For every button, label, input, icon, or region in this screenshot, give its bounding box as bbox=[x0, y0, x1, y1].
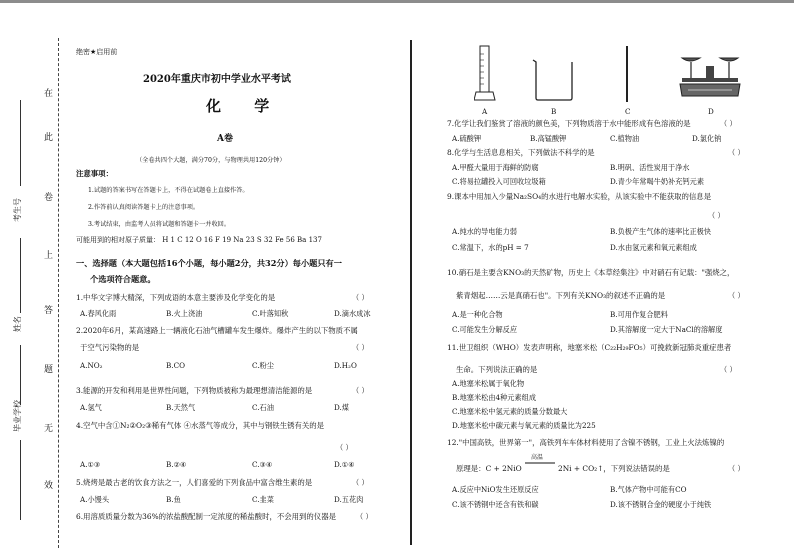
question-stem-cont: 生命。下列说法正确的是 bbox=[456, 365, 538, 374]
paper-note: （全卷共四个大题，满分70分，与物理共用120分钟） bbox=[136, 157, 286, 164]
reaction-arrow bbox=[524, 460, 556, 466]
option: B.火上浇油 bbox=[166, 309, 203, 318]
option: C.叶落知秋 bbox=[252, 309, 289, 318]
option: A.氢气 bbox=[80, 403, 102, 412]
option: C.韭菜 bbox=[252, 495, 274, 504]
option: D.地塞米松中碳元素与氧元素的质量比为225 bbox=[452, 421, 596, 430]
option: A.甲醛大量用于海鲜的防腐 bbox=[452, 163, 539, 172]
option: D.五花肉 bbox=[334, 495, 364, 504]
option: D.H₂O bbox=[334, 361, 357, 370]
option: B.鱼 bbox=[166, 495, 181, 504]
apparatus-label: A bbox=[482, 107, 488, 116]
subject-title: 化 学 bbox=[206, 97, 284, 115]
binding-line-dashed bbox=[58, 38, 59, 548]
option: B.地塞米松由4种元素组成 bbox=[452, 393, 537, 402]
question-stem: 9.课本中用加入少量Na₂SO₄的水进行电解水实验，从该实验中不能获取的信息是 bbox=[447, 192, 712, 201]
option: C.地塞米松中氢元素的质量分数最大 bbox=[452, 407, 568, 416]
question-stem: 6.用溶质质量分数为36%的浓盐酸配制一定浓度的稀盐酸时，不会用到的仪器是 bbox=[76, 512, 336, 521]
option: D.①④ bbox=[334, 460, 355, 469]
binding-char: 上 bbox=[44, 251, 54, 261]
reaction-condition: 高温 bbox=[531, 454, 544, 461]
answer-bracket: （ ） bbox=[352, 386, 369, 395]
question-stem: 7.化学让我们鉴赏了溶液的颜色美，下列物质溶于水中能形成有色溶液的是 bbox=[447, 119, 691, 128]
student-id-label: 考生号 bbox=[13, 198, 22, 222]
balance-scale-icon bbox=[678, 50, 742, 102]
option: B.②④ bbox=[166, 460, 187, 469]
glass-rod-icon bbox=[622, 44, 632, 104]
question-stem: 2.2020年6月，某高速路上一辆液化石油气槽罐车发生爆炸。爆炸产生的以下物质不属 bbox=[76, 326, 358, 335]
school-line bbox=[20, 345, 21, 405]
notice-item: 2.作答前认真阅读答题卡上的注意事项。 bbox=[88, 204, 200, 211]
binding-char: 此 bbox=[44, 133, 54, 143]
option: A.NO₂ bbox=[80, 361, 103, 370]
binding-char: 效 bbox=[44, 481, 54, 491]
option: B.天然气 bbox=[166, 403, 196, 412]
apparatus-label: B bbox=[551, 107, 557, 116]
option: C.③④ bbox=[252, 460, 273, 469]
binding-char: 在 bbox=[44, 89, 54, 99]
question-stem: 10.硝石是主要含KNO₃的天然矿物，历史上《本草经集注》中对硝石有记载："强烧之， bbox=[447, 268, 735, 277]
answer-bracket: （ ） bbox=[708, 211, 725, 220]
option: A.春风化雨 bbox=[80, 309, 117, 318]
option: C.植物油 bbox=[610, 134, 640, 143]
option: B.CO bbox=[166, 361, 185, 370]
reaction-right: 2Ni + CO₂↑，下列说法错误的是 bbox=[558, 464, 670, 473]
answer-bracket: （ ） bbox=[728, 148, 745, 157]
option: C.常温下，水的pH = 7 bbox=[452, 243, 529, 252]
answer-bracket: （ ） bbox=[720, 365, 737, 374]
option: C.粉尘 bbox=[252, 361, 274, 370]
option: A.硫酸钾 bbox=[452, 134, 482, 143]
option: D.青少年常喝牛奶补充钙元素 bbox=[610, 177, 705, 186]
student-id-line bbox=[20, 100, 21, 186]
question-stem: 12."中国高铁，世界第一"，高铁列车车体材料使用了含镍不锈钢，工业上火法炼镍的 bbox=[447, 438, 725, 447]
answer-bracket: （ ） bbox=[336, 443, 353, 452]
answer-bracket: （ ） bbox=[356, 512, 373, 521]
notice-item: 1.试题的答案书写在答题卡上，不得在试题卷上直接作答。 bbox=[88, 187, 249, 194]
answer-bracket: （ ） bbox=[352, 343, 369, 352]
option: D.该不锈钢合金的硬度小于纯铁 bbox=[610, 500, 712, 509]
question-stem: 3.能源的开发和利用是世界性问题，下列物质被称为最理想清洁能源的是 bbox=[76, 386, 313, 395]
notice-title: 注意事项： bbox=[76, 169, 113, 178]
name-line bbox=[20, 238, 21, 313]
secret-label: 绝密★启用前 bbox=[76, 48, 118, 56]
paper-label: A卷 bbox=[217, 134, 233, 144]
section-title-cont: 个选项符合题意。 bbox=[90, 274, 156, 284]
column-divider bbox=[410, 40, 412, 545]
question-stem-cont: 紫青烟起……云是真硝石也"。下列有关KNO₃的叙述不正确的是 bbox=[456, 291, 666, 300]
option: C.可能发生分解反应 bbox=[452, 325, 518, 334]
top-scan-bar bbox=[0, 0, 794, 3]
option: A.反应中NiO发生还原反应 bbox=[452, 485, 539, 494]
question-stem: 5.烧烤是最古老的饮食方法之一，人们喜爱的下列食品中富含维生素的是 bbox=[76, 478, 313, 487]
option: A.地塞米松属于氧化物 bbox=[452, 379, 525, 388]
question-stem: 4.空气中含①N₂②O₂③稀有气体 ④水蒸气等成分，其中与钢铁生锈有关的是 bbox=[76, 421, 325, 430]
beaker-icon bbox=[530, 56, 576, 102]
binding-char: 无 bbox=[44, 424, 54, 434]
option: B.明矾、活性炭用于净水 bbox=[610, 163, 690, 172]
notice-item: 3.考试结束，由监考人员将试题和答题卡一并收回。 bbox=[88, 221, 231, 228]
question-stem: 8.化学与生活息息相关，下列做法不科学的是 bbox=[447, 148, 595, 157]
option: C.石油 bbox=[252, 403, 274, 412]
binding-char: 题 bbox=[44, 365, 54, 375]
graduated-cylinder-icon bbox=[474, 44, 496, 102]
binding-char: 答 bbox=[44, 306, 54, 316]
school-line-2 bbox=[20, 440, 21, 520]
question-stem-cont: 于空气污染物的是 bbox=[80, 343, 140, 352]
school-label: 毕业学校 bbox=[13, 400, 22, 432]
option: D.水由氢元素和氧元素组成 bbox=[610, 243, 697, 252]
atomic-mass-line: 可能用到的相对原子质量： H 1 C 12 O 16 F 19 Na 23 S 32 Fe 56 Ba 137 bbox=[76, 236, 322, 244]
option: D.氯化钠 bbox=[692, 134, 722, 143]
option: A.纯水的导电能力弱 bbox=[452, 227, 517, 236]
option: D.滴水成冰 bbox=[334, 309, 371, 318]
option: D.其溶解度一定大于NaCl的溶解度 bbox=[610, 325, 723, 334]
option: C.该不锈钢中还含有铁和碳 bbox=[452, 500, 539, 509]
answer-bracket: （ ） bbox=[728, 464, 745, 473]
option: A.①③ bbox=[80, 460, 101, 469]
exam-title: 2020年重庆市初中学业水平考试 bbox=[143, 74, 291, 85]
option: A.是一种化合物 bbox=[452, 310, 503, 319]
reaction-left: 原理是：C + 2NiO bbox=[456, 464, 522, 473]
answer-bracket: （ ） bbox=[352, 478, 369, 487]
answer-bracket: （ ） bbox=[352, 293, 369, 302]
option: B.高锰酸钾 bbox=[530, 134, 567, 143]
option: D.煤 bbox=[334, 403, 349, 412]
option: C.将易拉罐投入可回收垃圾箱 bbox=[452, 177, 546, 186]
answer-bracket: （ ） bbox=[728, 291, 745, 300]
question-stem: 11.世卫组织（WHO）发表声明称，地塞米松（C₂₂H₂₉FO₅）可挽救新冠肺炎重症患者 bbox=[447, 343, 732, 352]
answer-bracket: （ ） bbox=[720, 119, 737, 128]
option: B.气体产物中可能有CO bbox=[610, 485, 687, 494]
option: B.可用作复合肥料 bbox=[610, 310, 668, 319]
binding-char: 卷 bbox=[44, 193, 54, 203]
apparatus-label: C bbox=[625, 107, 631, 116]
option: A.小馒头 bbox=[80, 495, 110, 504]
section-title: 一、选择题（本大题包括16个小题，每小题2分，共32分）每小题只有一 bbox=[76, 258, 342, 268]
name-label: 姓名 bbox=[13, 316, 22, 332]
apparatus-label: D bbox=[708, 107, 714, 116]
question-stem: 1.中华文字博大精深，下列成语的本意主要涉及化学变化的是 bbox=[76, 293, 276, 302]
option: B.负极产生气体的速率比正极快 bbox=[610, 227, 712, 236]
